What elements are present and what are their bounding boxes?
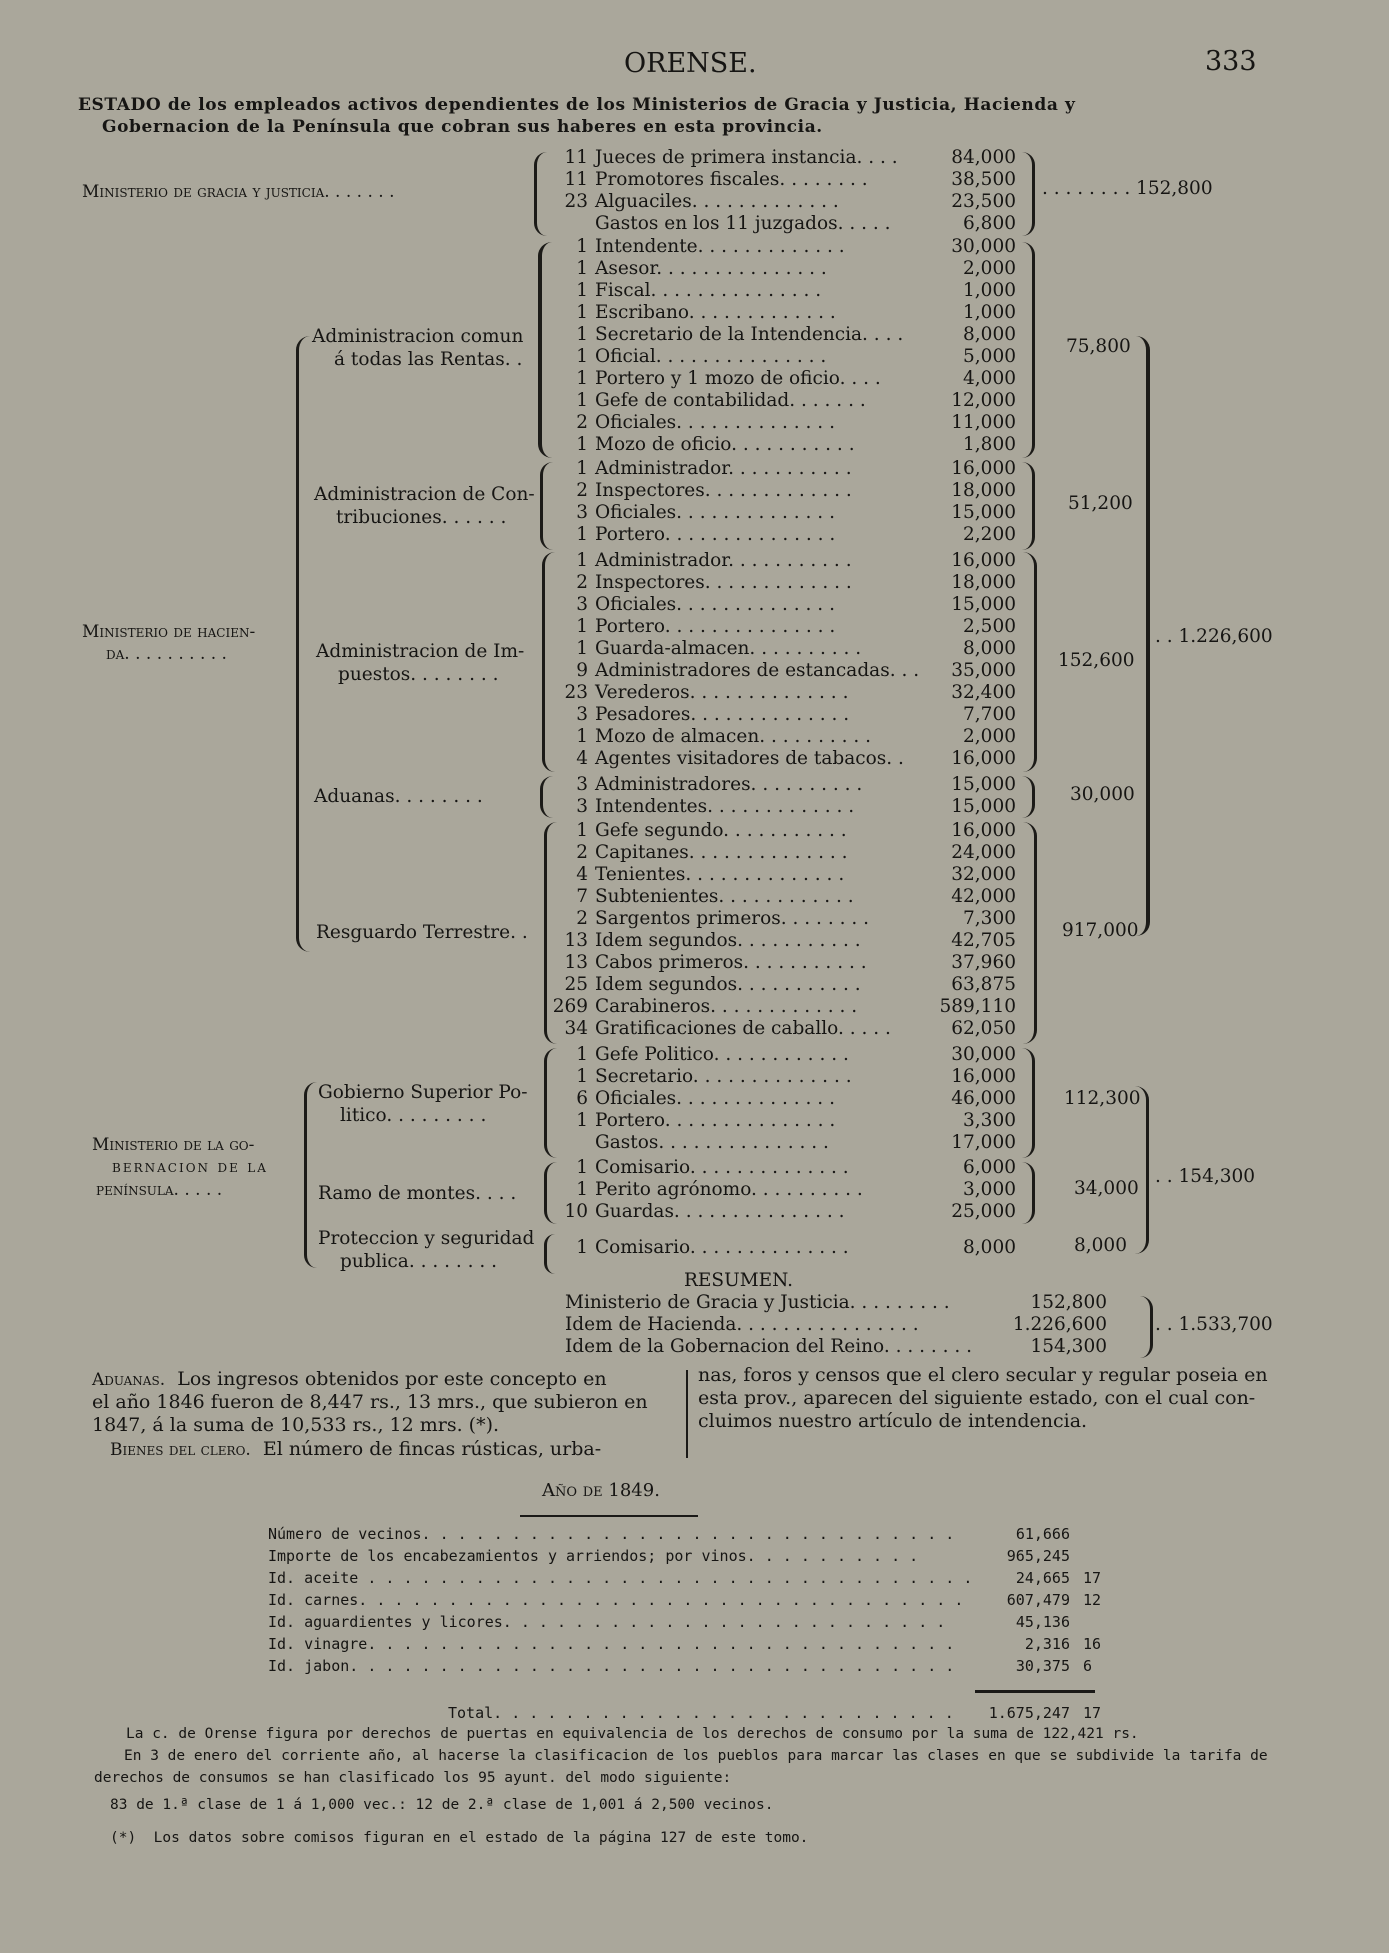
- table-row: [548, 660, 1028, 682]
- table-row: [548, 996, 1028, 1018]
- gobernacion-label-2: bernacion de la: [112, 1157, 268, 1177]
- row-label: Idem de Hacienda. . . . . . . . . . . . . . . .: [565, 1314, 919, 1335]
- group-subtotal: 34,000: [1074, 1178, 1139, 1199]
- row-label: Oficiales. . . . . . . . . . . . . .: [595, 412, 835, 433]
- estado-heading-line1: ESTADO de los empleados activos dependientes de los Ministerios de Gracia y Justicia, Hacienda y: [78, 95, 1076, 115]
- row-value: 84,000: [951, 147, 1016, 168]
- gobernacion-group-label: Ramo de montes. . . .: [318, 1183, 517, 1204]
- row-count: 1: [576, 258, 588, 279]
- group-subtotal: 112,300: [1064, 1088, 1141, 1109]
- table-row: [548, 1132, 1028, 1154]
- row-count: 1: [576, 550, 588, 571]
- row-value: 5,000: [963, 346, 1016, 367]
- column-divider: [686, 1370, 688, 1458]
- row-value: 2,200: [963, 524, 1016, 545]
- row-count: 7: [576, 886, 588, 907]
- row-label: Portero. . . . . . . . . . . . . . .: [595, 524, 836, 545]
- row-label: Agentes visitadores de tabacos. .: [595, 748, 904, 769]
- total-maravedis: 17: [1083, 1704, 1102, 1722]
- table-row: [548, 1110, 1028, 1132]
- table-row: [548, 952, 1028, 974]
- table-row: [548, 1237, 1028, 1259]
- row-value: 15,000: [951, 594, 1016, 615]
- row-value: 18,000: [951, 572, 1016, 593]
- row-label: Administrador. . . . . . . . . . .: [595, 550, 852, 571]
- row-label: Intendente. . . . . . . . . . . . .: [595, 236, 845, 257]
- row-label: Escribano. . . . . . . . . . . . .: [595, 302, 836, 323]
- group-subtotal: 30,000: [1070, 784, 1135, 805]
- table-row: [548, 191, 1028, 213]
- group-subtotal: 152,600: [1058, 650, 1135, 671]
- table-row: [548, 502, 1028, 524]
- row-label: Guarda-almacen. . . . . . . . . .: [595, 638, 862, 659]
- row-value: 35,000: [951, 660, 1016, 681]
- gobernacion-group-label: publica. . . . . . . .: [340, 1251, 498, 1272]
- row-value: 30,375: [1015, 1657, 1070, 1675]
- row-count: 3: [576, 774, 588, 795]
- hacienda-label-2: da. . . . . . . . . .: [106, 644, 227, 664]
- row-count: 1: [576, 458, 588, 479]
- resumen-heading: RESUMEN.: [684, 1270, 794, 1291]
- row-label: Tenientes. . . . . . . . . . . . . .: [595, 864, 845, 885]
- row-count: 1: [576, 726, 588, 747]
- table-row: [548, 842, 1028, 864]
- row-count: 1: [576, 638, 588, 659]
- hacienda-outer-brace: [296, 336, 313, 952]
- row-value: 152,800: [1030, 1292, 1107, 1313]
- row-count: 1: [576, 1237, 588, 1258]
- table-row: [548, 864, 1028, 886]
- row-count: 1: [576, 280, 588, 301]
- table-row: [548, 169, 1028, 191]
- table-row: [548, 1201, 1028, 1223]
- table-row: [565, 1336, 1145, 1358]
- row-label: Secretario de la Intendencia. . . .: [595, 324, 904, 345]
- gobernacion-total: . . 154,300: [1155, 1166, 1256, 1187]
- aduanas-note-label: Aduanas.: [92, 1370, 166, 1390]
- gobernacion-outer-brace: [304, 1082, 317, 1268]
- row-label: Gefe segundo. . . . . . . . . . .: [595, 820, 847, 841]
- row-label: Asesor. . . . . . . . . . . . . . .: [595, 258, 827, 279]
- row-label: Administradores de estancadas. . .: [595, 660, 920, 681]
- row-count: 2: [576, 908, 588, 929]
- estado-heading-line2: Gobernacion de la Península que cobran sus haberes en esta provincia.: [102, 117, 823, 137]
- row-value: 18,000: [951, 480, 1016, 501]
- row-label: Intendentes. . . . . . . . . . . . .: [595, 796, 855, 817]
- table-row: [548, 434, 1028, 456]
- row-value: 6,000: [963, 1157, 1016, 1178]
- row-value: 12,000: [951, 390, 1016, 411]
- group-subtotal: 51,200: [1068, 493, 1133, 514]
- table-row: [548, 412, 1028, 434]
- row-value: 8,000: [963, 638, 1016, 659]
- row-count: 1: [576, 1179, 588, 1200]
- row-value: 8,000: [963, 324, 1016, 345]
- row-count: 3: [576, 796, 588, 817]
- row-count: 1: [576, 1044, 588, 1065]
- row-value: 1,800: [963, 434, 1016, 455]
- gobernacion-label-1: Ministerio de la go-: [92, 1135, 255, 1155]
- row-value: 62,050: [951, 1018, 1016, 1039]
- row-label: Comisario. . . . . . . . . . . . . .: [595, 1237, 849, 1258]
- table-row: [548, 930, 1028, 952]
- row-value: 1,000: [963, 302, 1016, 323]
- row-count: 1: [576, 1066, 588, 1087]
- row-label: Carabineros. . . . . . . . . . . . .: [595, 996, 858, 1017]
- total-row: [448, 1702, 1128, 1724]
- table-row: [548, 213, 1028, 235]
- row-maravedis: 17: [1083, 1569, 1102, 1587]
- row-value: 4,000: [963, 368, 1016, 389]
- row-count: 3: [576, 704, 588, 725]
- table-row: [548, 774, 1028, 796]
- row-label: Mozo de oficio. . . . . . . . . . .: [595, 434, 855, 455]
- footer-p3: 83 de 1.ª clase de 1 á 1,000 vec.: 12 de 2.ª clase de 1,001 á 2,500 vecinos.: [110, 1797, 774, 1813]
- footer-p2a: En 3 de enero del corriente año, al hacerse la clasificacion de los pueblos para marcar las clases en que se subdivide la tarifa de: [124, 1748, 1268, 1764]
- row-count: 23: [564, 682, 588, 703]
- row-label: Verederos. . . . . . . . . . . . . .: [595, 682, 849, 703]
- gobernacion-total-brace: [1134, 1086, 1149, 1254]
- row-value: 45,136: [1015, 1613, 1070, 1631]
- row-value: 8,000: [963, 1237, 1016, 1258]
- row-label: Alguaciles. . . . . . . . . . . . .: [595, 191, 839, 212]
- row-value: 589,110: [939, 996, 1016, 1017]
- row-count: 11: [564, 169, 588, 190]
- bienes-note-text: El número de fincas rústicas, urba-: [262, 1438, 602, 1460]
- ano-heading: Año de 1849.: [542, 1480, 660, 1501]
- table-row: [548, 820, 1028, 842]
- row-value: 6,800: [963, 213, 1016, 234]
- table-row: [548, 524, 1028, 546]
- table-row: [548, 1179, 1028, 1201]
- row-label: Mozo de almacen. . . . . . . . . .: [595, 726, 871, 747]
- heading-rule: [520, 1515, 698, 1517]
- table-row: [548, 480, 1028, 502]
- hacienda-group-label: puestos. . . . . . . .: [338, 664, 499, 685]
- footer-p2b: derechos de consumos se han clasificado los 95 ayunt. del modo siguiente:: [94, 1770, 732, 1786]
- row-value: 32,000: [951, 864, 1016, 885]
- row-label: Cabos primeros. . . . . . . . . . .: [595, 952, 867, 973]
- row-label: Id. jabon. . . . . . . . . . . . . . . . . . . . . . . . . . . . . . . . . .: [268, 1657, 955, 1675]
- row-count: 1: [576, 1157, 588, 1178]
- row-count: 1: [576, 390, 588, 411]
- row-count: 13: [564, 952, 588, 973]
- row-value: 42,705: [951, 930, 1016, 951]
- row-label: Portero y 1 mozo de oficio. . . .: [595, 368, 881, 389]
- row-label: Sargentos primeros. . . . . . . .: [595, 908, 869, 929]
- table-row: [268, 1567, 1128, 1589]
- row-value: 16,000: [951, 550, 1016, 571]
- row-value: 61,666: [1015, 1525, 1070, 1543]
- row-count: 1: [576, 324, 588, 345]
- table-row: [548, 368, 1028, 390]
- table-row: [268, 1655, 1128, 1677]
- row-count: 11: [564, 147, 588, 168]
- row-value: 46,000: [951, 1088, 1016, 1109]
- row-value: 7,300: [963, 908, 1016, 929]
- row-label: Portero. . . . . . . . . . . . . . .: [595, 616, 836, 637]
- row-label: Administradores. . . . . . . . . .: [595, 774, 863, 795]
- row-value: 1.226,600: [1012, 1314, 1107, 1335]
- row-count: 9: [576, 660, 588, 681]
- hacienda-group-label: tribuciones. . . . . .: [336, 507, 507, 528]
- row-value: 16,000: [951, 820, 1016, 841]
- table-row: [548, 796, 1028, 818]
- right-note-line3: cluimos nuestro artículo de intendencia.: [698, 1410, 1088, 1432]
- table-row: [548, 726, 1028, 748]
- row-value: 24,665: [1015, 1569, 1070, 1587]
- row-value: 16,000: [951, 748, 1016, 769]
- table-row: [548, 1157, 1028, 1179]
- table-row: [548, 638, 1028, 660]
- row-label: Comisario. . . . . . . . . . . . . .: [595, 1157, 849, 1178]
- row-count: 3: [576, 502, 588, 523]
- row-value: 15,000: [951, 796, 1016, 817]
- row-value: 2,000: [963, 726, 1016, 747]
- table-row: [548, 616, 1028, 638]
- row-label: Oficiales. . . . . . . . . . . . . .: [595, 502, 835, 523]
- aduanas-note-line3: 1847, á la suma de 10,533 rs., 12 mrs. (*).: [92, 1414, 500, 1436]
- row-maravedis: 16: [1083, 1635, 1102, 1653]
- row-value: 7,700: [963, 704, 1016, 725]
- gobernacion-group-label: Proteccion y seguridad: [318, 1228, 535, 1249]
- row-value: 37,960: [951, 952, 1016, 973]
- row-label: Gefe de contabilidad. . . . . . .: [595, 390, 866, 411]
- row-value: 154,300: [1030, 1336, 1107, 1357]
- gobernacion-group-label: Gobierno Superior Po-: [318, 1082, 528, 1103]
- row-label: Inspectores. . . . . . . . . . . . .: [595, 480, 852, 501]
- table-row: [268, 1633, 1128, 1655]
- footer-p1: La c. de Orense figura por derechos de puertas en equivalencia de los derechos de consumo por la suma de 122,421 rs.: [126, 1726, 1139, 1742]
- hacienda-total-brace: [1130, 336, 1150, 936]
- table-row: [548, 1044, 1028, 1066]
- table-row: [268, 1589, 1128, 1611]
- table-row: [548, 280, 1028, 302]
- row-label: Fiscal. . . . . . . . . . . . . . .: [595, 280, 822, 301]
- table-row: [548, 748, 1028, 770]
- table-row: [565, 1314, 1145, 1336]
- row-label: Capitanes. . . . . . . . . . . . . .: [595, 842, 848, 863]
- table-row: [548, 1018, 1028, 1040]
- footnote: [110, 1830, 808, 1846]
- group-subtotal: 8,000: [1074, 1235, 1127, 1256]
- row-value: 2,316: [1024, 1635, 1070, 1653]
- row-label: Idem segundos. . . . . . . . . . .: [595, 930, 861, 951]
- hacienda-group-label: Aduanas. . . . . . . .: [314, 786, 483, 807]
- table-row: [548, 324, 1028, 346]
- table-row: [268, 1545, 1128, 1567]
- hacienda-group-label: Administracion de Im-: [316, 641, 525, 662]
- row-count: 4: [576, 748, 588, 769]
- page-number: 333: [1205, 46, 1257, 77]
- row-count: 2: [576, 412, 588, 433]
- row-count: 1: [576, 368, 588, 389]
- row-count: 1: [576, 236, 588, 257]
- row-maravedis: 6: [1083, 1657, 1093, 1675]
- row-label: Perito agrónomo. . . . . . . . . .: [595, 1179, 863, 1200]
- row-count: 23: [564, 191, 588, 212]
- row-label: Gefe Politico. . . . . . . . . . . .: [595, 1044, 849, 1065]
- hacienda-label-1: Ministerio de hacien-: [82, 622, 256, 642]
- row-label: Gastos. . . . . . . . . . . . . . .: [595, 1132, 829, 1153]
- gracia-brace: [534, 152, 547, 236]
- row-count: 3: [576, 594, 588, 615]
- row-value: 16,000: [951, 1066, 1016, 1087]
- row-label: Ministerio de Gracia y Justicia. . . . . . . . .: [565, 1292, 950, 1313]
- row-label: Gratificaciones de caballo. . . . .: [595, 1018, 891, 1039]
- table-row: [548, 974, 1028, 996]
- row-count: 4: [576, 864, 588, 885]
- row-label: Id. aguardientes y licores. . . . . . . . . . . . . . . . . . . . . . . . .: [268, 1613, 946, 1631]
- row-count: 34: [564, 1018, 588, 1039]
- table-row: [548, 1088, 1028, 1110]
- resumen-brace: [1140, 1296, 1153, 1358]
- row-count: 1: [576, 524, 588, 545]
- table-row: [548, 594, 1028, 616]
- hacienda-group-label: Administracion de Con-: [314, 484, 535, 505]
- group-subtotal: 75,800: [1066, 336, 1131, 357]
- row-count: 13: [564, 930, 588, 951]
- bienes-note-label: Bienes del clero.: [110, 1440, 251, 1460]
- row-value: 38,500: [951, 169, 1016, 190]
- total-value: 1.675,247: [988, 1704, 1070, 1722]
- row-value: 30,000: [951, 1044, 1016, 1065]
- row-value: 2,000: [963, 258, 1016, 279]
- row-label: Pesadores. . . . . . . . . . . . . .: [595, 704, 850, 725]
- row-value: 23,500: [951, 191, 1016, 212]
- table-row: [268, 1523, 1128, 1545]
- footnote-text: Los datos sobre comisos figuran en el estado de la página 127 de este tomo.: [153, 1830, 809, 1846]
- row-value: 11,000: [951, 412, 1016, 433]
- hacienda-group-label: Resguardo Terrestre. .: [316, 922, 528, 943]
- row-label: Idem de la Gobernacion del Reino. . . . . . . .: [565, 1336, 973, 1357]
- row-value: 3,300: [963, 1110, 1016, 1131]
- row-label: Inspectores. . . . . . . . . . . . .: [595, 572, 852, 593]
- row-label: Jueces de primera instancia. . . .: [595, 147, 898, 168]
- row-label: Oficiales. . . . . . . . . . . . . .: [595, 594, 835, 615]
- gobernacion-label-3: península. . . . .: [96, 1180, 223, 1200]
- table-row: [548, 346, 1028, 368]
- row-count: 269: [552, 996, 588, 1017]
- row-value: 1,000: [963, 280, 1016, 301]
- aduanas-note-line1: [92, 1368, 607, 1390]
- row-value: 30,000: [951, 236, 1016, 257]
- table-row: [268, 1611, 1128, 1633]
- row-label: Oficial. . . . . . . . . . . . . . .: [595, 346, 827, 367]
- row-label: Guardas. . . . . . . . . . . . . . .: [595, 1201, 845, 1222]
- row-label: Importe de los encabezamientos y arriendos; por vinos. . . . . . . . . .: [268, 1547, 919, 1565]
- bienes-note: [110, 1438, 601, 1460]
- row-label: Oficiales. . . . . . . . . . . . . .: [595, 1088, 835, 1109]
- row-count: 1: [576, 346, 588, 367]
- right-note-line1: nas, foros y censos que el clero secular y regular poseia en: [698, 1364, 1268, 1386]
- footnote-mark: (*): [110, 1830, 137, 1846]
- table-row: [548, 147, 1028, 169]
- table-row: [565, 1292, 1145, 1314]
- table-row: [548, 390, 1028, 412]
- table-row: [548, 1066, 1028, 1088]
- table-row: [548, 258, 1028, 280]
- hacienda-group-label: á todas las Rentas. .: [334, 349, 523, 370]
- row-value: 42,000: [951, 886, 1016, 907]
- table-row: [548, 550, 1028, 572]
- row-label: Id. aceite . . . . . . . . . . . . . . . . . . . . . . . . . . . . . . . . . .: [268, 1569, 973, 1587]
- aduanas-note-line2: el año 1846 fueron de 8,447 rs., 13 mrs., que subieron en: [92, 1391, 648, 1413]
- hacienda-group-label: Administracion comun: [312, 326, 524, 347]
- total-label: Total. . . . . . . . . . . . . . . . . . . . . . . . . .: [448, 1704, 954, 1722]
- gobernacion-group-label: litico. . . . . . . . .: [340, 1105, 487, 1126]
- row-count: 2: [576, 480, 588, 501]
- row-count: 1: [576, 1110, 588, 1131]
- row-count: 1: [576, 434, 588, 455]
- row-count: 10: [564, 1201, 588, 1222]
- row-value: 3,000: [963, 1179, 1016, 1200]
- row-value: 15,000: [951, 774, 1016, 795]
- right-note-line2: esta prov., aparecen del siguiente estado, con el cual con-: [698, 1387, 1256, 1409]
- resumen-total: . . 1.533,700: [1155, 1314, 1273, 1335]
- row-value: 25,000: [951, 1201, 1016, 1222]
- row-value: 63,875: [951, 974, 1016, 995]
- page-title: ORENSE.: [624, 48, 757, 79]
- total-rule: [975, 1690, 1095, 1693]
- row-count: 2: [576, 842, 588, 863]
- row-value: 16,000: [951, 458, 1016, 479]
- row-label: Portero. . . . . . . . . . . . . . .: [595, 1110, 836, 1131]
- row-value: 17,000: [951, 1132, 1016, 1153]
- table-row: [548, 704, 1028, 726]
- row-label: Administrador. . . . . . . . . . .: [595, 458, 852, 479]
- row-value: 607,479: [1006, 1591, 1070, 1609]
- table-row: [548, 236, 1028, 258]
- row-count: 1: [576, 616, 588, 637]
- table-row: [548, 458, 1028, 480]
- row-label: Idem segundos. . . . . . . . . . .: [595, 974, 861, 995]
- row-count: 25: [564, 974, 588, 995]
- row-count: 2: [576, 572, 588, 593]
- table-row: [548, 572, 1028, 594]
- table-row: [548, 302, 1028, 324]
- row-label: Id. carnes. . . . . . . . . . . . . . . . . . . . . . . . . . . . . . . . . .: [268, 1591, 964, 1609]
- group-subtotal: 917,000: [1062, 920, 1139, 941]
- row-count: 1: [576, 302, 588, 323]
- table-row: [548, 682, 1028, 704]
- gracia-label: Ministerio de gracia y justicia. . . . . . .: [82, 182, 395, 202]
- row-label: Secretario. . . . . . . . . . . . . .: [595, 1066, 852, 1087]
- row-label: Subtenientes. . . . . . . . . . . .: [595, 886, 854, 907]
- table-row: [548, 886, 1028, 908]
- row-label: Id. vinagre. . . . . . . . . . . . . . . . . . . . . . . . . . . . . . . . .: [268, 1635, 955, 1653]
- row-count: 1: [576, 820, 588, 841]
- row-value: 2,500: [963, 616, 1016, 637]
- row-value: 965,245: [1006, 1547, 1070, 1565]
- table-row: [548, 908, 1028, 930]
- hacienda-total: . . 1.226,600: [1155, 626, 1273, 647]
- row-count: 6: [576, 1088, 588, 1109]
- row-label: Promotores fiscales. . . . . . . .: [595, 169, 868, 190]
- row-value: 15,000: [951, 502, 1016, 523]
- row-label: Gastos en los 11 juzgados. . . . .: [595, 213, 891, 234]
- gracia-total: . . . . . . . . 152,800: [1042, 178, 1213, 199]
- row-value: 32,400: [951, 682, 1016, 703]
- row-value: 24,000: [951, 842, 1016, 863]
- row-label: Número de vecinos. . . . . . . . . . . . . . . . . . . . . . . . . . . . . .: [268, 1525, 955, 1543]
- aduanas-note-text: Los ingresos obtenidos por este concepto en: [177, 1368, 607, 1390]
- row-maravedis: 12: [1083, 1591, 1102, 1609]
